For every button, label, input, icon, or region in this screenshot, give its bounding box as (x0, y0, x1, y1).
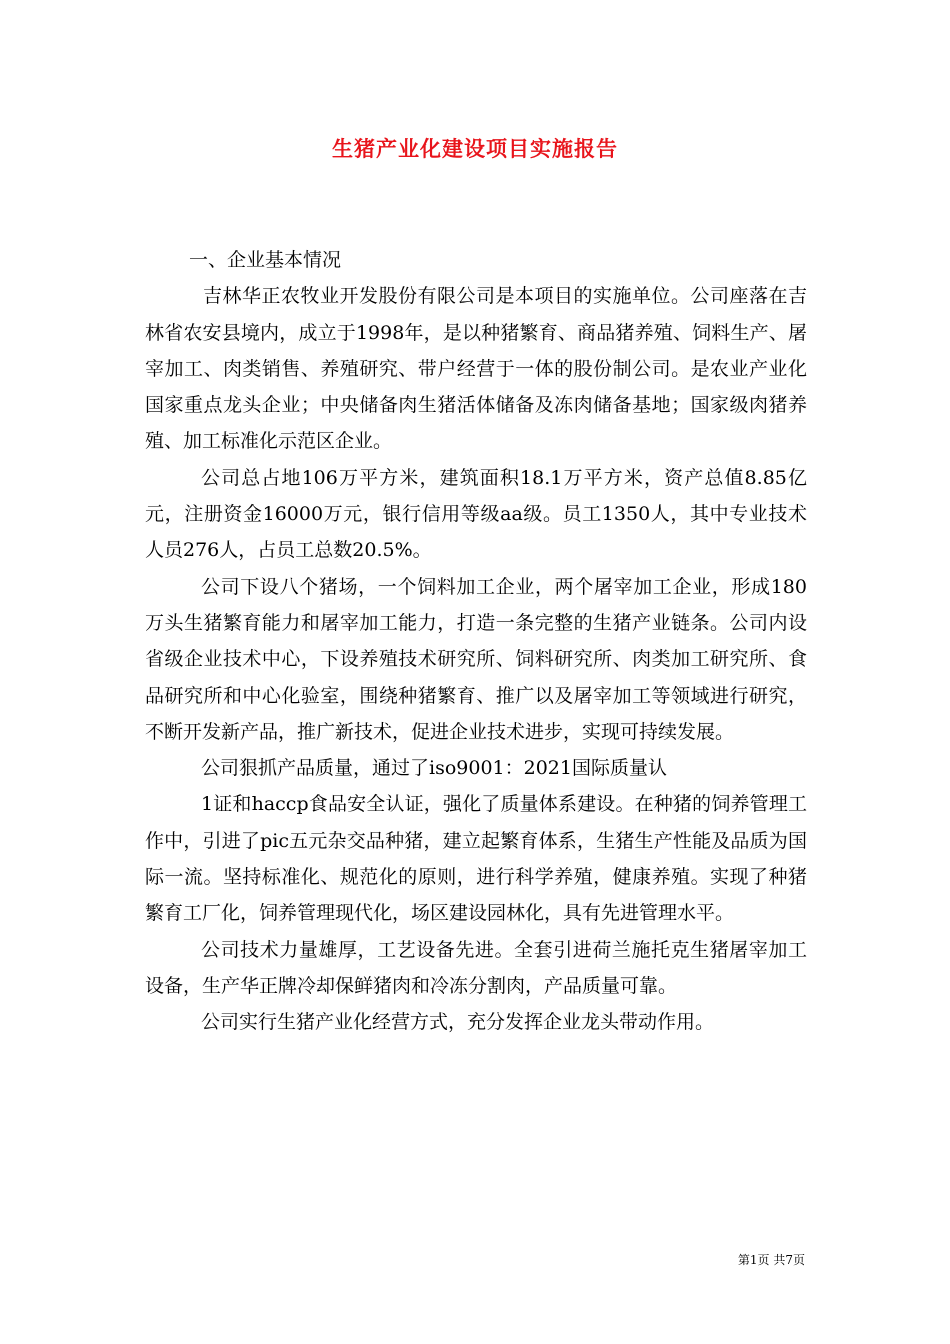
paragraph-quality-system: 1证和haccp食品安全认证，强化了质量体系建设。在种猪的饲养管理工作中，引进了pic五元杂交品种猪，建立起繁育体系，生猪生产性能及品质为国际一流。坚持标准化、规范化的原则，进行科学养殖，健康养殖。实现了种猪繁育工厂化，饲养管理现代化，场区建设园林化，具有先进管理水平。 (145, 793, 807, 925)
paragraph-company-structure: 公司下设八个猪场，一个饲料加工企业，两个屠宰加工企业，形成180万头生猪繁育能力和屠宰加工能力，打造一条完整的生猪产业链条。公司内设省级企业技术中心，下设养殖技术研究所、饲料研究所、肉类加工研究所、食品研究所和中心化验室，围绕种猪繁育、推广以及屠宰加工等领域进行研究，不断开发新产品，推广新技术，促进企业技术进步，实现可持续发展。 (145, 575, 807, 743)
paragraph-company-intro: 吉林华正农牧业开发股份有限公司是本项目的实施单位。公司座落在吉林省农安县境内，成立于1998年，是以种猪繁育、商品猪养殖、饲料生产、屠宰加工、肉类销售、养殖研究、带户经营于一体的股份制公司。是农业产业化国家重点龙头企业；中央储备肉生猪活体储备及冻肉储备基地；国家级肉猪养殖、加工标准化示范区企业。 (145, 285, 807, 453)
paragraph-technology: 公司技术力量雄厚，工艺设备先进。全套引进荷兰施托克生猪屠宰加工设备，生产华正牌冷却保鲜猪肉和冷冻分割肉，产品质量可靠。 (145, 938, 807, 997)
page-number-footer: 第1页 共7页 (737, 1253, 805, 1267)
document-body (145, 242, 807, 1041)
paragraph-quality-start: 公司狠抓产品质量，通过了iso9001：2021国际质量认 (201, 757, 667, 780)
paragraph-company-scale: 公司总占地106万平方米，建筑面积18.1万平方米，资产总值8.85亿元，注册资金16000万元，银行信用等级aa级。员工1350人，其中专业技术人员276人，占员工总数20.5%。 (145, 466, 807, 562)
document-title: 生猪产业化建设项目实施报告 (332, 136, 618, 161)
section-heading: 一、企业基本情况 (189, 249, 342, 271)
paragraph-operation-mode: 公司实行生猪产业化经营方式，充分发挥企业龙头带动作用。 (201, 1011, 715, 1034)
